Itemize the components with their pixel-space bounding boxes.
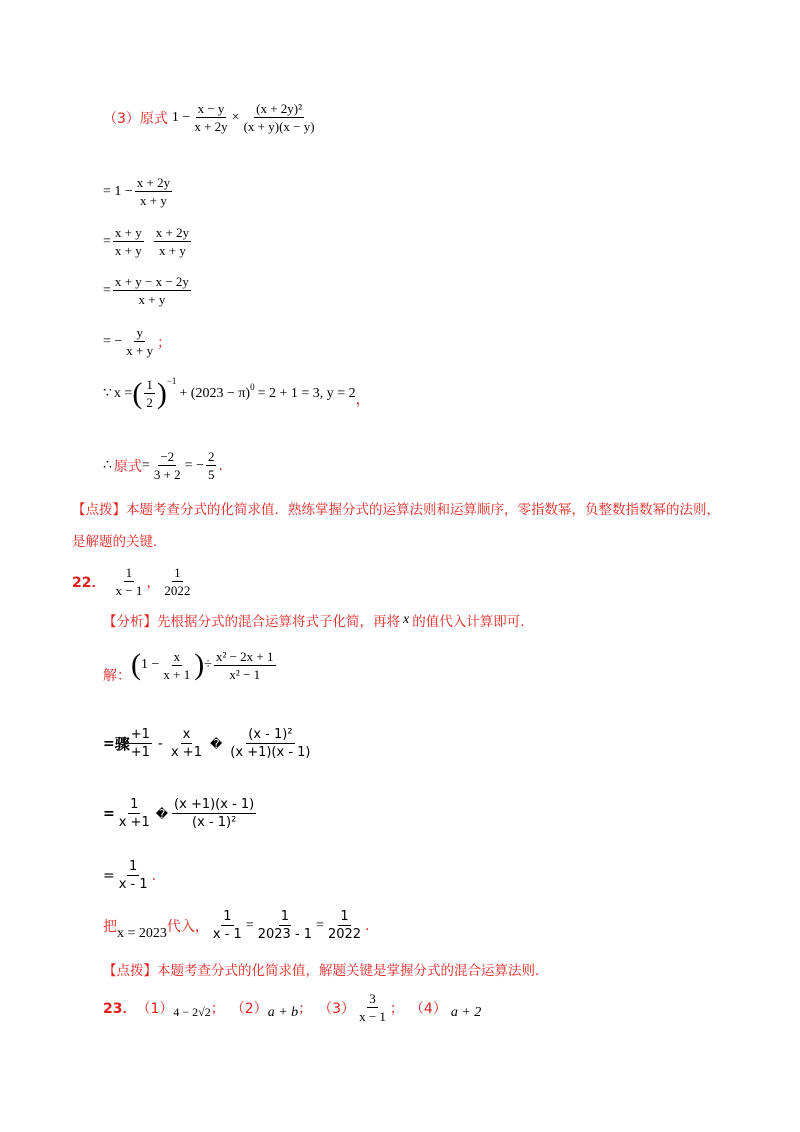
times-symbol: × — [231, 109, 240, 125]
fraction — [144, 376, 155, 411]
fraction — [211, 908, 244, 943]
numerator: x − y — [197, 101, 225, 116]
punctuation: ； — [157, 334, 172, 351]
divide-symbol: ÷ — [204, 657, 212, 672]
separator: ； — [389, 1000, 404, 1017]
q23-answer — [103, 990, 481, 1025]
numerator: x + 2y — [136, 175, 171, 190]
lead: = − — [103, 333, 123, 349]
numerator: 1 — [340, 909, 349, 924]
denominator: x - 1 — [212, 927, 242, 942]
p3-step-2 — [103, 174, 174, 209]
denominator: (x + y)(x − y) — [243, 119, 315, 134]
lead: x = — [113, 385, 133, 401]
punctuation: . — [365, 917, 370, 934]
separator: ； — [298, 1000, 313, 1017]
fraction — [256, 908, 314, 943]
punctuation: . — [218, 457, 223, 474]
fraction — [117, 858, 150, 893]
part-label: （2） — [230, 1000, 268, 1017]
numerator: x² − 2x + 1 — [215, 648, 274, 664]
left-paren: ( — [132, 376, 143, 410]
equals: = — [245, 917, 254, 933]
part-label: （1） — [136, 1000, 174, 1017]
answer-value: a + 2 — [450, 1004, 482, 1020]
part-label: （3） — [318, 1000, 356, 1017]
fraction — [357, 990, 388, 1025]
denominator: 2023 - 1 — [257, 927, 313, 942]
numerator: 1 — [130, 797, 139, 812]
denominator: 2022 — [327, 927, 362, 942]
p3-step-3 — [103, 224, 193, 259]
lead: = — [103, 282, 111, 298]
fraction — [242, 100, 317, 135]
denominator: +1 — [130, 745, 150, 760]
p3-note: 【点拨】本题考查分式的化简求值．熟练掌握分式的运算法则和运算顺序，零指数幂，负整数指数幂的法则，是解题的关键． — [72, 502, 720, 550]
separator: ； — [210, 1000, 225, 1017]
fraction — [192, 100, 229, 135]
q22-step-4 — [103, 858, 156, 893]
exponent: 0 — [250, 382, 255, 392]
denominator: 2 — [146, 395, 153, 410]
solve-label: 解： — [103, 668, 131, 684]
question-number: 23． — [103, 1000, 137, 1017]
analysis-text: 【分析】先根据分式的混合运算将式子化简，再将 — [103, 614, 400, 630]
original-label: 原式 — [113, 458, 142, 475]
fraction — [172, 796, 256, 831]
lead: = — [103, 233, 111, 249]
expr-term: = 2 + 1 = 3, y = 2 — [257, 385, 356, 401]
numerator: 1 — [174, 565, 181, 580]
numerator: (x + 2y)² — [256, 101, 303, 116]
therefore-symbol: ∴ — [103, 458, 112, 473]
left-paren: ( — [131, 648, 141, 681]
part-label: （4） — [409, 1000, 447, 1017]
right-paren: ) — [194, 648, 205, 681]
q22-note: 【点拨】本题考查分式的化简求值，解题关键是掌握分式的混合运算法则． — [103, 963, 549, 979]
fraction — [326, 908, 363, 943]
fraction — [214, 648, 276, 683]
fraction — [161, 648, 192, 683]
variable: x — [403, 612, 410, 627]
p3-step-5 — [103, 324, 171, 359]
denominator: x - 1 — [118, 877, 148, 892]
expr-term: 1 − — [141, 657, 160, 672]
substitute-label: 把 — [103, 918, 117, 935]
numerator: x — [173, 648, 181, 664]
fraction — [129, 726, 152, 761]
q22-answer — [72, 564, 194, 599]
separator: ， — [146, 574, 161, 591]
denominator: x + 2y — [194, 119, 228, 134]
lead: = — [103, 735, 115, 752]
lead: = — [103, 805, 115, 822]
denominator: x + 1 — [163, 666, 191, 682]
denominator: x + y — [140, 193, 167, 208]
minus-symbol: - — [157, 735, 163, 752]
equals: = — [141, 457, 150, 473]
expr-term: 1 − — [171, 109, 191, 125]
x-value: x = 2023 — [117, 925, 167, 941]
p3-step-4 — [103, 273, 193, 308]
fraction — [113, 273, 191, 308]
exponent: −1 — [166, 376, 177, 386]
numerator: x + y − x − 2y — [114, 274, 189, 289]
fraction — [228, 726, 312, 761]
denominator: 2022 — [164, 583, 191, 598]
p3-original-expression — [103, 100, 319, 135]
denominator: x − 1 — [359, 1009, 386, 1024]
denominator: (x +1)(x - 1) — [230, 745, 311, 760]
fraction — [113, 564, 144, 599]
analysis-text: 的值代入计算即可． — [412, 614, 534, 630]
numerator: −2 — [160, 449, 175, 464]
punctuation: ， — [355, 391, 370, 408]
denominator: 5 — [207, 467, 215, 482]
fraction — [162, 564, 192, 599]
p3-therefore-line — [103, 448, 223, 483]
fraction — [169, 726, 204, 761]
numerator: +1 — [130, 727, 150, 742]
equals: = — [316, 917, 324, 933]
fraction — [206, 448, 217, 483]
denominator: x +1 — [118, 815, 150, 830]
numerator: 1 — [280, 909, 290, 924]
denominator: x² − 1 — [229, 666, 261, 682]
denominator: x +1 — [170, 745, 202, 760]
denominator: 3 + 2 — [153, 467, 181, 482]
denominator: x + y — [159, 243, 186, 258]
replacement-glyph: � — [155, 806, 169, 821]
numerator: x + y — [114, 225, 142, 240]
fraction — [113, 224, 144, 259]
numerator: x + 2y — [155, 225, 190, 240]
fraction — [152, 448, 183, 483]
lead: = 1 − — [103, 183, 133, 199]
p3-because-line — [103, 376, 370, 411]
denominator: x + y — [126, 343, 154, 358]
substitute-label: 代入， — [166, 918, 209, 935]
answer-value: 4 − 2√2 — [173, 1005, 211, 1019]
lead: = — [103, 867, 115, 884]
punctuation: . — [151, 867, 157, 884]
denominator: x − 1 — [115, 583, 143, 598]
q22-substitution — [103, 908, 370, 943]
fraction — [135, 174, 172, 209]
numerator: (x - 1)² — [248, 727, 293, 742]
q22-analysis — [103, 610, 534, 630]
numerator: 1 — [125, 565, 133, 580]
p3-label: （3）原式 — [103, 110, 168, 127]
question-number: 22． — [72, 574, 106, 591]
expr-term: + (2023 − π) — [179, 385, 251, 401]
garbled-glyph: 骤 — [114, 735, 127, 753]
numerator: 1 — [146, 377, 153, 392]
numerator: (x +1)(x - 1) — [174, 797, 255, 812]
numerator: y — [136, 325, 143, 340]
right-paren: ) — [156, 376, 167, 410]
numerator: 2 — [207, 449, 215, 464]
equals: = − — [184, 457, 204, 473]
denominator: (x - 1)² — [192, 815, 237, 830]
fraction — [154, 224, 191, 259]
because-symbol: ∵ — [103, 386, 112, 401]
fraction — [117, 796, 152, 831]
denominator: x + y — [114, 243, 142, 258]
q22-solution-start — [103, 645, 278, 685]
answer-value: a + b — [267, 1004, 299, 1020]
numerator: 1 — [129, 859, 138, 874]
replacement-glyph: � — [209, 736, 223, 751]
q22-step-2 — [103, 726, 315, 761]
q22-step-3 — [103, 796, 258, 831]
numerator: 1 — [223, 909, 232, 924]
numerator: 3 — [369, 991, 376, 1006]
denominator: x + y — [138, 292, 166, 307]
numerator: x — [182, 727, 191, 742]
fraction — [124, 324, 155, 359]
